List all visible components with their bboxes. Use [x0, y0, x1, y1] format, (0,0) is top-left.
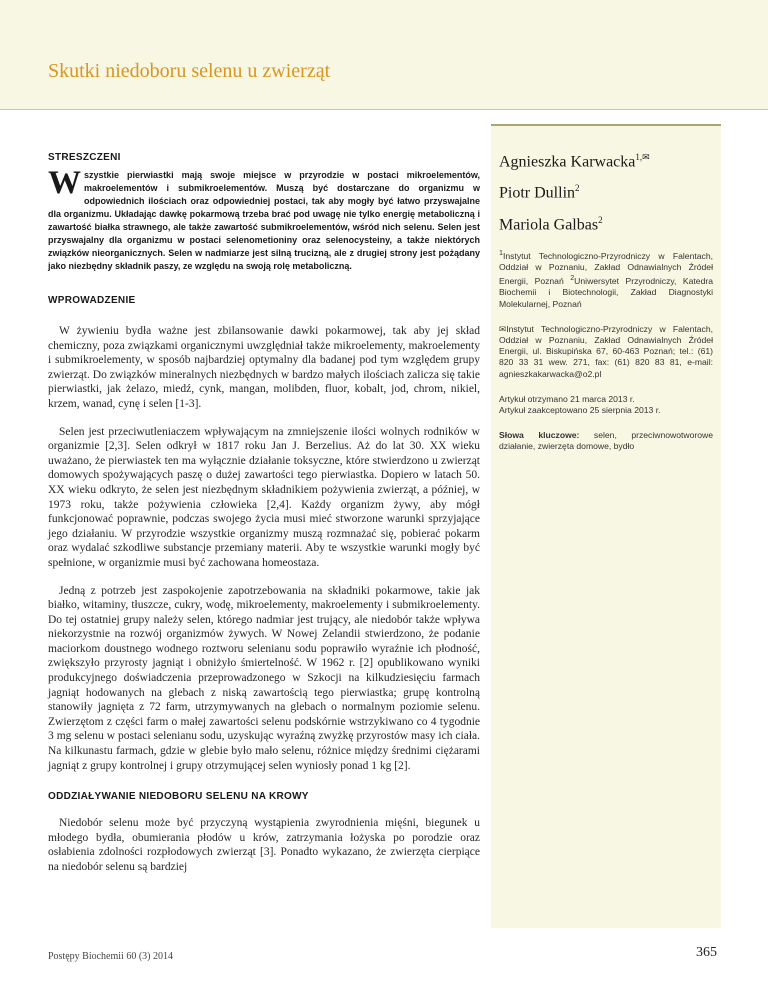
abstract-heading: STRESZCZENI — [48, 152, 121, 163]
author-2-sup: 2 — [575, 183, 580, 194]
section-2-heading: ODDZIAŁYWANIE NIEDOBORU SELENU NA KROWY — [48, 791, 309, 803]
author-3-sup: 2 — [598, 214, 603, 225]
author-2-name: Piotr Dullin — [499, 184, 576, 202]
keywords-label: Słowa kluczowe: — [499, 430, 580, 441]
contact-text: Instytut Technologiczno-Przyrodniczy w Falentach, Oddział w Poznaniu, Zakład Odnawialnych Źródeł Energii, ul. Biskupińska 67, 60-463 Poznań; tel.: (61) 820 33 31 wew. 271, fax: (61) 820 83 81, e-mail: agnieszkakarwacka@o2.pl — [499, 323, 713, 379]
intro-paragraph-3: Jedną z potrzeb jest zaspokojenie zapotrzebowania na składniki pokarmowe, takie jak białko, witaminy, tłuszcze, cukry, wodę, mikroelementy, makroelementy i submikroelementy. Do tej ostatniej grupy należy selen, którego nadmiar jest trujący, ale niedobór także wpływa niekorzystnie na rozwój organizmów żywych. W Nowej Zelandii stwierdzono, że podanie maciorkom doustnego wodnego roztworu selenianu sodu poprawiło wyraźnie ich płodność, zwiększyło przyrosty jagniąt i obniżyło śmiertelność. W 1962 r. [2] opublikowano wyniki produkcyjnego doświadczenia przeprowadzonego w Szkocji na kilkudziesięciu farmach jagniąt hodowanych na glebach z niską zawartością tego pierwiastka; grupę kontrolną stanowiły jagnięta z 72 farm, utrzymywanych na glebach o normalnym poziomie selenu. Zwierzętom z części farm o małej zawartości selenu podskórnie wstrzykiwano co 4 tygodnie 3 mg selenu w postaci selenianu sodu, uzyskując wyraźną zwyżkę przyrostów masy ich ciała. Na kilkunastu farmach, gdzie w glebie było mało selenu, różnice między średnimi ciężarami jagniąt z grupy kontrolnej i grupy otrzymującej selen wyniosły ponad 1 kg [2]. — [48, 584, 480, 772]
intro-heading: WPROWADZENIE — [48, 295, 136, 306]
abstract-body: szystkie pierwiastki mają swoje miejsce w przyrodzie w postaci mikroelementów, makroelementów i submikroelementów. Muszą być dostarczane do organizmu w odpowiednich ilościach oraz odpowiedniej postaci, tak aby mogły być łatwo przyswajalne dla organizmu. Układając dawkę pokarmową trzeba brać pod uwagę nie tylko energię metaboliczną i zawartość białka strawnego, ale także zawartość submikroelementów, wśród nich selenu. Selen jest przyswajalny dla organizmu w postaci selenometioniny oraz selenocysteiny, a także niektórych związków nieorganicznych. Selen w nadmiarze jest silną trucizną, ale z drugiej strony jest pożądany jako niezbędny składnik paszy, ze względu na swoją rolę metaboliczną. — [48, 170, 480, 271]
keywords-text: selen, przeciwnowotworowe działanie, zwierzęta domowe, bydło — [499, 430, 713, 452]
sidebar-top-rule — [491, 124, 721, 126]
author-1 — [499, 152, 721, 171]
affiliation-1 — [491, 248, 721, 310]
author-sidebar — [491, 124, 721, 928]
abstract-text — [48, 165, 480, 273]
drop-cap: W — [48, 165, 81, 201]
section-2-paragraph-1: Niedobór selenu może być przyczyną wystąpienia zwyrodnienia mięśni, biegunek u młodego bydła, obumierania płodów u krów, zatrzymania łożyska po porodzie oraz osłabienia zdolności rozpłodowych zwierząt [3]. Ponadto wykazano, że zwierzęta cierpiące na niedobór selenu są bardziej — [48, 817, 480, 873]
footer-journal: Postępy Biochemii 60 (3) 2014 — [48, 951, 173, 962]
page-number: 365 — [696, 945, 717, 960]
affiliation-2-sup: 2 — [570, 274, 575, 283]
header-band — [0, 0, 768, 109]
contact-info — [491, 324, 721, 380]
affiliation-1-sup: 1 — [499, 248, 503, 257]
intro-paragraph-1: W żywieniu bydła ważne jest zbilansowanie dawki pokarmowej, tak aby jej skład chemiczny, poza związkami organicznymi uwzględniał także mikroelementy, makroelementy i submikroelementy, w sposób najbardziej optymalny dla badanej pod tym względem grupy zwierząt. Do związków mineralnych niezbędnych w bardzo małych ilościach zalicza się takie pierwiastki, jak żelazo, miedź, cynk, mangan, molibden, fluor, kobalt, jod, chrom, nikiel, krzem, wanad, cynę i selen [1-3]. — [48, 325, 480, 410]
intro-paragraph-2: Selen jest przeciwutleniaczem wpływającym na zmniejszenie ilości wolnych rodników w organizmie [2,3]. Selen odkrył w 1817 roku Jan J. Berzelius. Aż do lat 30. XX wieku uważano, że pierwiastek ten ma wyłącznie działanie toksyczne, które stwierdzono u zwierząt domowych spożywających paszę o dużej zawartości tego pierwiastka. Dopiero w latach 50. XX wieku odkryto, że selen jest niezbędnym składnikiem pożywienia zwierząt, a później, w 1973 roku, także pożywienia człowieka [2,4]. Każdy organizm żywy, aby mógł funkcjonować poprawnie, podczas swojego życia musi mieć stworzone warunki sprzyjające jego działaniu. W przyrodzie wszystkie organizmy muszą rozmnażać się, pobierać pokarm oraz wydalać szkodliwe substancje przemiany materii. Aby te wszystkie warunki mogły być spełnione, w organizmie musi być zachowana homeostaza. — [48, 425, 480, 569]
accepted-date: Artykuł zaakceptowano 25 sierpnia 2013 r. — [499, 404, 661, 415]
author-1-name: Agnieszka Karwacka — [499, 153, 636, 171]
affiliation-1-text: Instytut Technologiczno-Przyrodniczy w Falentach, Oddział w Poznaniu, Zakład Odnawialnych Źródeł Energii, Poznań — [499, 250, 713, 287]
keywords — [491, 430, 721, 452]
author-3 — [499, 215, 721, 234]
header-divider — [0, 109, 768, 110]
envelope-icon: ✉ — [499, 323, 507, 334]
main-column — [48, 124, 480, 875]
author-3-name: Mariola Galbas — [499, 215, 599, 233]
received-date: Artykuł otrzymano 21 marca 2013 r. — [499, 393, 635, 404]
affiliation-2-text: Uniwersytet Przyrodniczy, Katedra Biochemii i Biotechnologii, Zakład Diagnostyki Molekularnej, Poznań — [499, 276, 713, 309]
author-2 — [499, 183, 721, 202]
article-title: Skutki niedoboru selenu u zwierząt — [48, 60, 331, 82]
author-1-sup: 1,✉ — [635, 152, 650, 162]
